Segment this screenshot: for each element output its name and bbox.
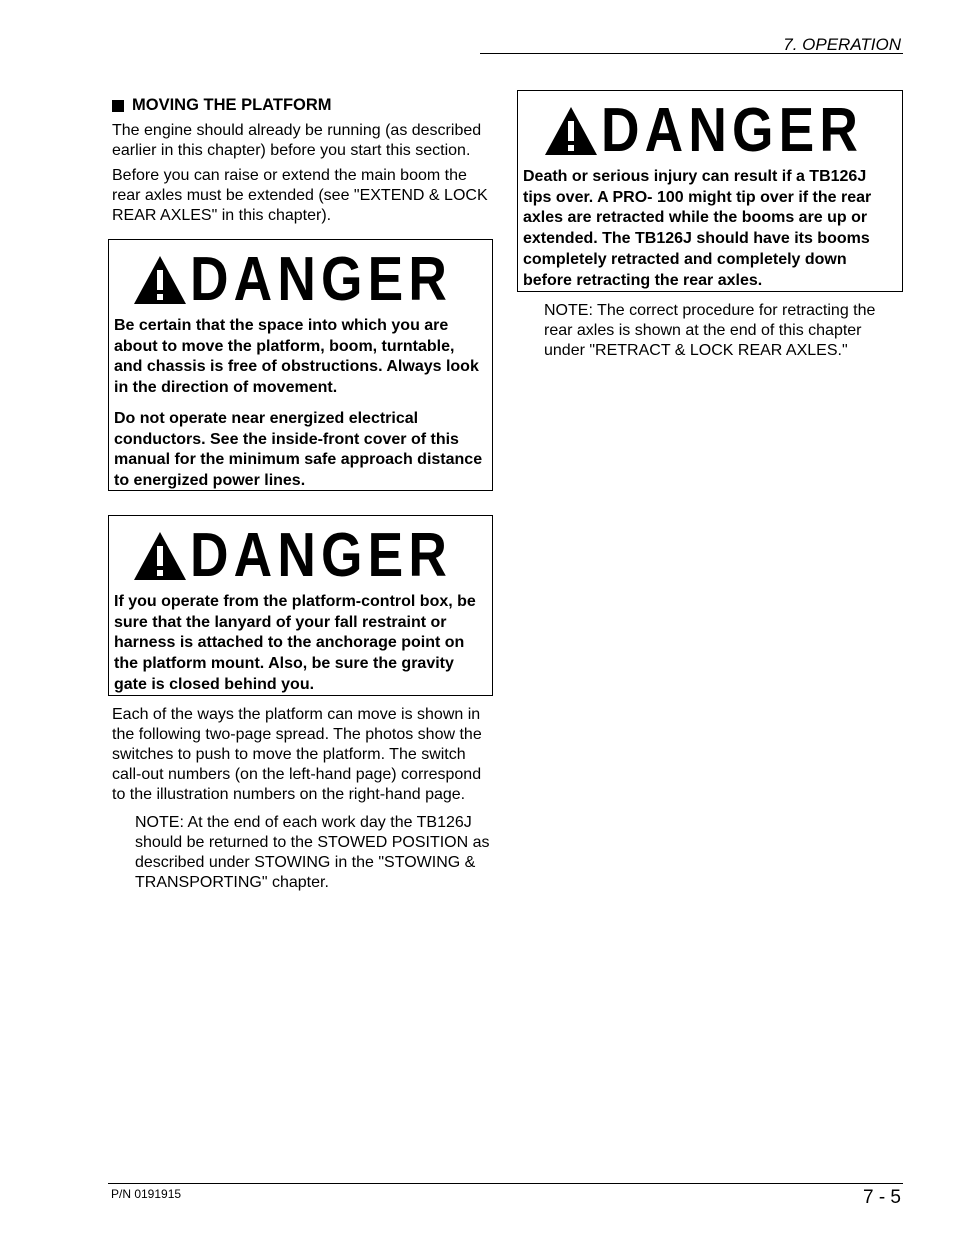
danger-text: Be certain that the space into which you are about to move the platform, boom, turntable, and chassis is free of obstructions. Always look in the direction of movement. bbox=[114, 317, 479, 397]
section-heading bbox=[112, 96, 493, 115]
danger-heading bbox=[132, 521, 487, 590]
section-heading-text: MOVING THE PLATFORM bbox=[132, 96, 332, 114]
page-number: 7 - 5 bbox=[862, 1187, 901, 1208]
warning-triangle-icon bbox=[132, 254, 188, 306]
paragraph-raise-boom: Before you can raise or extend the main boom the rear axles must be extended (see "EXTEND & LOCK REAR AXLES" in this chapter). bbox=[112, 167, 488, 224]
warning-triangle-icon bbox=[543, 105, 599, 157]
danger-box-obstructions bbox=[108, 239, 493, 491]
right-column bbox=[517, 90, 903, 361]
danger-word: DANGER bbox=[601, 96, 864, 165]
danger-box-fall-restraint bbox=[108, 515, 493, 696]
danger-word: DANGER bbox=[190, 521, 453, 590]
header-rule bbox=[480, 53, 903, 54]
left-column bbox=[108, 96, 493, 893]
danger-text: Death or serious injury can result if a TB126J tips over. A PRO- 100 might tip over if the rear axles are retracted while the booms are up or extended. The TB126J should have its booms completely retracted and completely down before retracting the rear axles. bbox=[523, 168, 872, 289]
chapter-header: 7. OPERATION bbox=[783, 35, 901, 54]
danger-box-tip-over bbox=[517, 90, 903, 292]
warning-triangle-icon bbox=[132, 530, 188, 582]
danger-text: Do not operate near energized electrical conductors. See the inside-front cover of this manual for the minimum safe approach distance to energized power lines. bbox=[114, 409, 483, 489]
danger-word: DANGER bbox=[190, 245, 453, 314]
paragraph-engine-running: The engine should already be running (as described earlier in this chapter) before you start this section. bbox=[112, 122, 482, 159]
note-retract-axles: NOTE: The correct procedure for retracting the rear axles is shown at the end of this chapter under "RETRACT & LOCK REAR AXLES." bbox=[544, 302, 876, 359]
danger-heading bbox=[132, 245, 487, 314]
bullet-square-icon bbox=[112, 100, 124, 112]
danger-text: If you operate from the platform-control box, be sure that the lanyard of your fall restraint or harness is attached to the anchorage point on the platform mount. Also, be sure the gravity gate is closed behind you. bbox=[114, 593, 476, 693]
paragraph-ways-to-move: Each of the ways the platform can move is shown in the following two-page spread. The photos show the switches to push to move the platform. The switch call-out numbers (on the left-hand page) correspond to the illustration numbers on the right-hand page. bbox=[112, 706, 482, 803]
danger-heading bbox=[543, 96, 897, 165]
footer-rule bbox=[108, 1183, 903, 1184]
part-number: P/N 0191915 bbox=[111, 1187, 182, 1201]
note-stowed-position: NOTE: At the end of each work day the TB126J should be returned to the STOWED POSITION as described under STOWING in the "STOWING & TRANSPORTING" chapter. bbox=[135, 814, 490, 891]
